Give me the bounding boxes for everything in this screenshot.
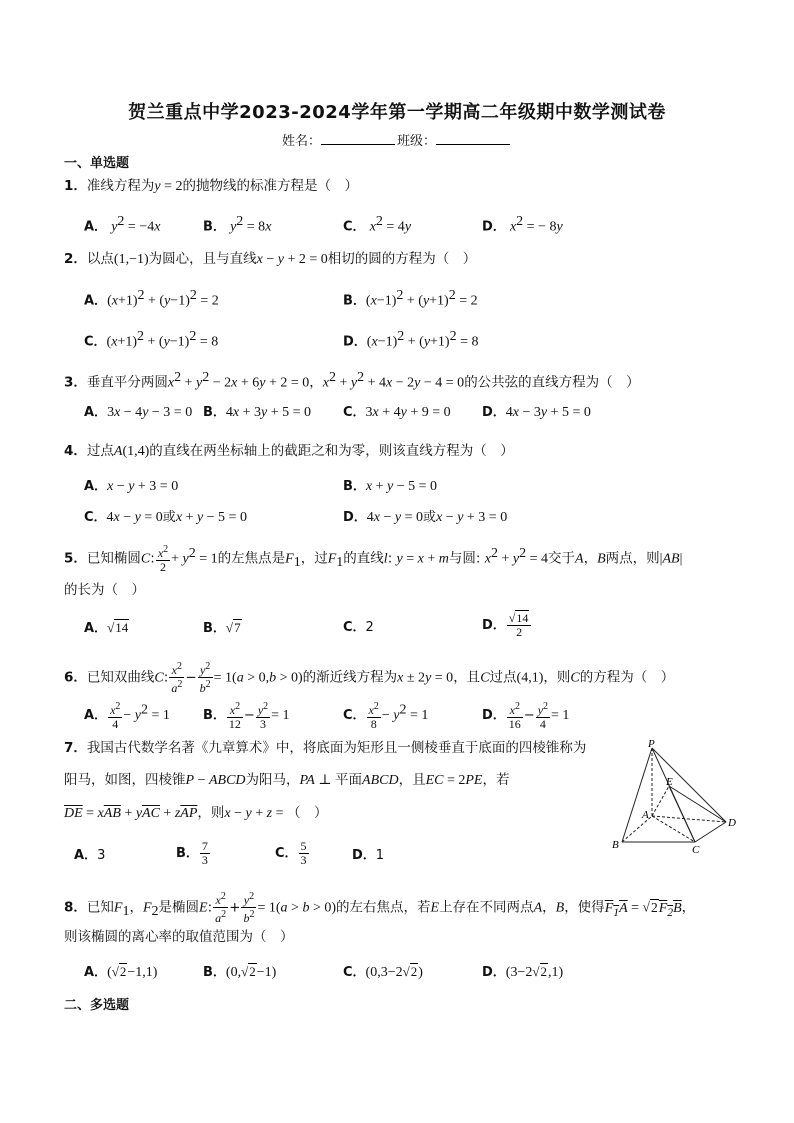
q1-option-d[interactable]: D． $x^2$ = − 8y: [482, 214, 563, 235]
q8-option-c[interactable]: C．(0,3−2√2): [343, 964, 423, 980]
name-blank[interactable]: [321, 132, 395, 145]
q7-option-c[interactable]: C． $\frac{5}{3}$: [275, 839, 307, 867]
q2-option-a[interactable]: A．$(x+1)^2 + (y-1)^2 = 2$: [84, 288, 219, 309]
q4-option-a[interactable]: A．x − y + 3 = 0: [84, 479, 179, 494]
q7-option-b[interactable]: B． $\frac{7}{3}$: [176, 839, 208, 867]
q5-option-b[interactable]: B．√7: [203, 620, 241, 636]
q6-option-b[interactable]: B． $\frac{x^2}{12}$ − $\frac{y^2}{3}$ = 1: [203, 701, 290, 731]
q1-option-c[interactable]: C． $x^2 = 4y$: [343, 214, 412, 235]
question-4: 4．过点A(1,4)的直线在两坐标轴上的截距之和为零，则该直线方程为（ ）: [64, 443, 514, 459]
question-8-line2: 则该椭圆的离心率的取值范围为（ ）: [64, 929, 294, 945]
pyramid-figure: [608, 738, 740, 854]
q3-option-a[interactable]: A．3x − 4y − 3 = 0: [84, 405, 193, 420]
q3-option-b[interactable]: B．4x + 3y + 5 = 0: [203, 405, 312, 420]
q3-option-d[interactable]: D．4x − 3y + 5 = 0: [482, 405, 591, 420]
name-label: 姓名：: [281, 134, 321, 149]
q3-option-c[interactable]: C．3x + 4y + 9 = 0: [343, 405, 451, 420]
question-8: 8．已知$F_1$，$F_2$是椭圆E: $\frac{x^2}{a^2}$ + $\frac{y^2}{b^2}$ = 1(a > b > 0)的左右焦点，若E上存在不同两点A，B，使得$F_1A = √2F_2B$，: [64, 891, 696, 925]
q8-option-a[interactable]: A．(√2−1,1): [84, 964, 158, 980]
q6-option-d[interactable]: D． $\frac{x^2}{16}$ − $\frac{y^2}{4}$ = 1: [482, 701, 570, 731]
q5-option-a[interactable]: A．√14: [84, 620, 129, 636]
q4-option-d[interactable]: D．4x − y = 0或x − y + 3 = 0: [343, 510, 508, 525]
class-label: 班级：: [397, 134, 437, 149]
q2-option-b[interactable]: B．$(x-1)^2 + (y+1)^2 = 2$: [343, 288, 478, 309]
q8-option-b[interactable]: B．(0,√2−1): [203, 964, 277, 980]
q4-option-c[interactable]: C．4x − y = 0或x + y − 5 = 0: [84, 510, 247, 525]
q6-option-c[interactable]: C． $\frac{x^2}{8}$ − $y^2 = 1$: [343, 701, 429, 731]
q2-option-d[interactable]: D．$(x-1)^2 + (y+1)^2 = 8$: [343, 329, 479, 350]
question-7-line3: $\overline{DE} = x\overline{AB} + y\overline{AC} + z\overline{AP}$，则x − y + z = （ ）: [64, 805, 328, 821]
class-blank[interactable]: [436, 132, 510, 145]
name-class-bar: [0, 130, 794, 149]
section-multi-choice: 二、多选题: [64, 998, 130, 1013]
q1-option-b[interactable]: B． $y^2 = 8x$: [203, 214, 272, 235]
q6-option-a[interactable]: A． $\frac{x^2}{4}$ − $y^2 = 1$: [84, 701, 170, 731]
question-1: 1．准线方程为y = 2的抛物线的标准方程是（ ）: [64, 178, 359, 194]
question-3: 3．垂直平分两圆$x^2 + y^2 - 2x + 6y + 2 = 0$，$x^2 + y^2 + 4x - 2y - 4 = 0$的公共弦的直线方程为（ ）: [64, 370, 640, 391]
figure-label-b: B: [612, 839, 619, 851]
figure-label-p: P: [648, 738, 655, 750]
question-5-line2: 的长为（ ）: [64, 582, 145, 598]
q4-option-b[interactable]: B．x + y − 5 = 0: [343, 479, 438, 494]
q5-option-c[interactable]: C．2: [343, 620, 374, 635]
q7-option-d[interactable]: D．1: [352, 848, 385, 863]
question-7-line2: 阳马，如图，四棱锥P − ABCD为阳马，PA ⊥ 平面ABCD，且EC = 2PE，若: [64, 772, 510, 788]
figure-label-d: D: [728, 817, 736, 829]
exam-title: 贺兰重点中学2023-2024学年第一学期高二年级期中数学测试卷: [128, 102, 666, 123]
figure-label-e: E: [666, 776, 673, 788]
question-6: 6．已知双曲线C: $\frac{x^2}{a^2}$ − $\frac{y^2}{b^2}$ = 1(a > 0,b > 0)的渐近线方程为x ± 2y = 0，且C过点(4,1)，则C的方程为（ ）: [64, 661, 675, 695]
question-2: 2．以点(1,−1)为圆心，且与直线x − y + 2 = 0相切的圆的方程为（ ）: [64, 251, 477, 267]
q5-option-d[interactable]: D． $\frac{√14}{2}$: [482, 612, 532, 639]
section-single-choice: 一、单选题: [64, 156, 130, 171]
q2-option-c[interactable]: C．$(x+1)^2 + (y-1)^2 = 8$: [84, 329, 219, 350]
question-5: 5．已知椭圆C: $\frac{x^2}{2}$ + $y^2 = 1$的左焦点是$F_1$，过$F_1$的直线l: y = x + m与圆: $x^2 + y^2 = 4$交于A，B两点，则|AB|: [64, 544, 683, 574]
q8-option-d[interactable]: D．(3−2√2,1): [482, 964, 564, 980]
figure-label-a: A: [642, 809, 649, 821]
q1-option-a[interactable]: A． $y^2 = -4x$: [84, 214, 161, 235]
figure-label-c: C: [692, 844, 700, 854]
question-7: 7．我国古代数学名著《九章算术》中，将底面为矩形且一侧棱垂直于底面的四棱锥称为: [64, 740, 587, 756]
q7-option-a[interactable]: A．3: [74, 848, 106, 863]
